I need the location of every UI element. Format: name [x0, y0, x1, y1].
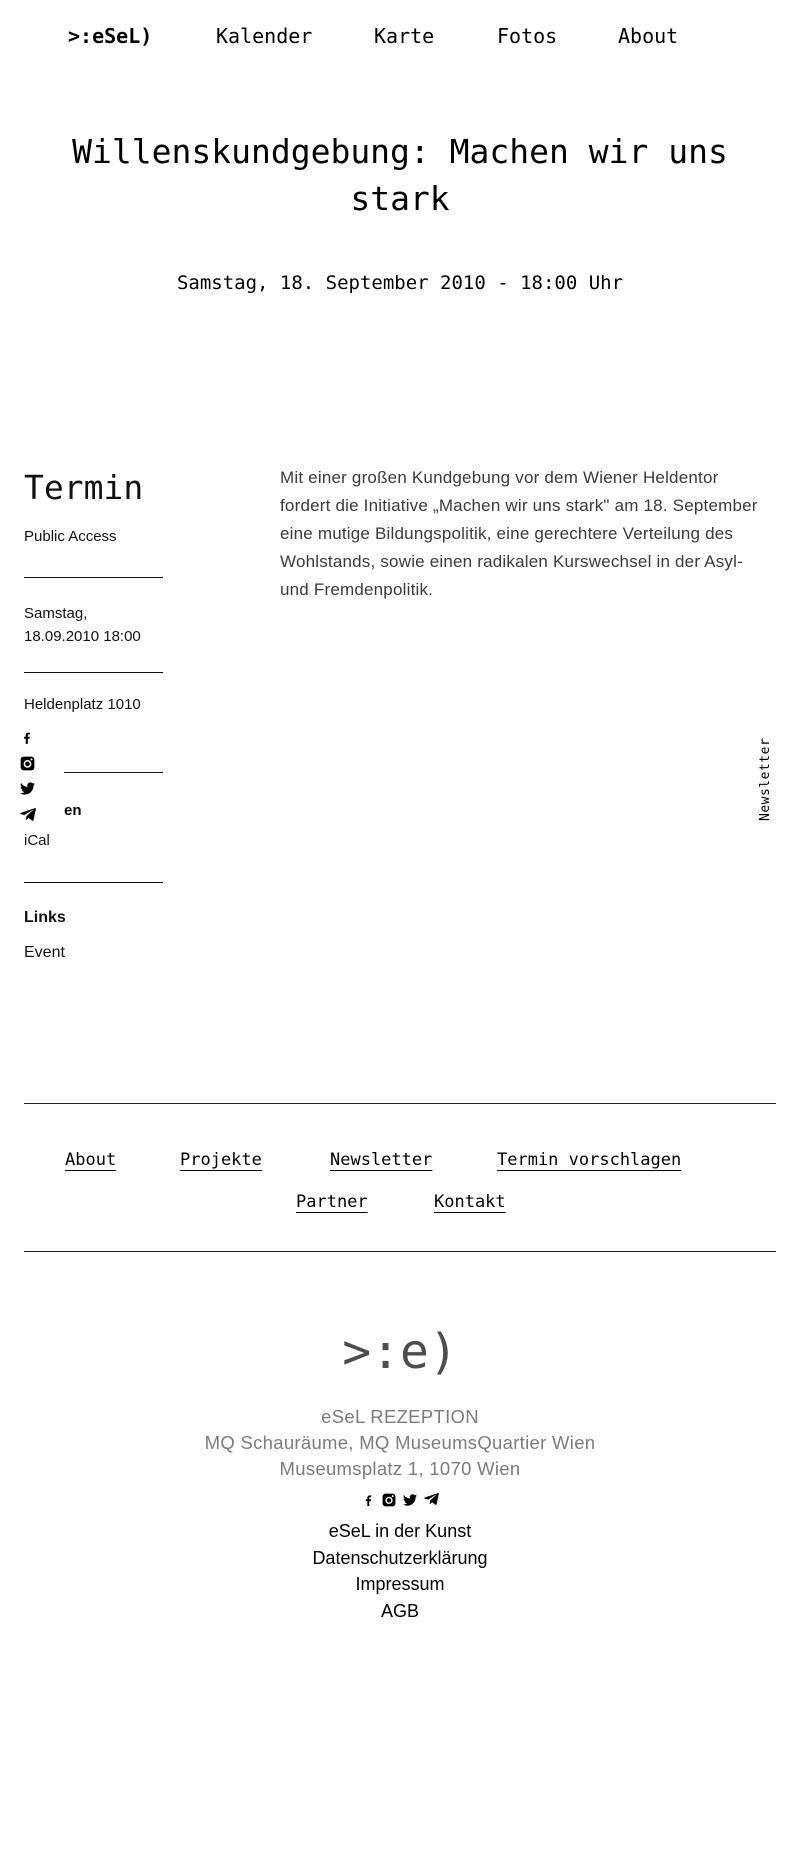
- nav-item-fotos[interactable]: Fotos: [497, 24, 558, 48]
- sidebar-event-link[interactable]: Event: [24, 944, 65, 961]
- sidebar-links-heading: Links: [24, 909, 66, 926]
- facebook-icon[interactable]: [20, 730, 34, 745]
- footer-nav-kontakt[interactable]: Kontakt: [434, 1192, 506, 1212]
- footer-nav-newsletter[interactable]: Newsletter: [330, 1150, 433, 1170]
- instagram-icon[interactable]: [20, 756, 35, 771]
- location-link[interactable]: Heldenplatz 1010: [24, 696, 141, 713]
- footer-nav-termin-vorschlagen[interactable]: Termin vorschlagen: [497, 1150, 682, 1170]
- sidebar-divider: [24, 577, 163, 578]
- nav-item-about[interactable]: About: [618, 24, 679, 48]
- telegram-icon[interactable]: [20, 808, 36, 823]
- sidebar-date-day: Samstag,: [24, 605, 88, 622]
- footer-logo: >:e): [342, 1324, 458, 1380]
- event-datetime: Samstag, 18. September 2010 - 18:00 Uhr: [176, 272, 624, 294]
- ical-link[interactable]: iCal: [24, 832, 50, 849]
- facebook-icon[interactable]: [362, 1493, 375, 1507]
- footer-org-name: eSeL REZEPTION: [321, 1406, 479, 1427]
- footer-link-agb[interactable]: AGB: [380, 1600, 419, 1621]
- sidebar-divider: [24, 672, 163, 673]
- footer-address-line2: Museumsplatz 1, 1070 Wien: [279, 1458, 521, 1479]
- footer-nav-partner[interactable]: Partner: [296, 1192, 368, 1212]
- footer-links: [0, 1518, 800, 1624]
- footer-link-esel-in-der-kunst[interactable]: eSeL in der Kunst: [328, 1521, 472, 1541]
- language-switch-en[interactable]: en: [64, 802, 82, 819]
- footer-divider-top: [24, 1103, 776, 1104]
- telegram-icon[interactable]: [424, 1493, 439, 1507]
- footer-social-row: [0, 1493, 800, 1507]
- footer-info: [0, 1404, 800, 1482]
- sidebar-divider: [24, 882, 163, 883]
- page-title: Willenskundgebung: Machen wir uns stark: [72, 132, 728, 218]
- event-description: Mit einer großen Kundgebung vor dem Wiener Heldentor fordert die Initiative „Machen wir uns stark" am 18. September eine mutige Bildungspolitik, eine gerechtere Verteilung des Wohlstands, sowie einen radikalen Kurswechsel in der Asyl- und Fremdenpolitik.: [280, 468, 758, 599]
- footer-nav-about[interactable]: About: [65, 1150, 117, 1170]
- nav-item-kalender[interactable]: Kalender: [216, 24, 313, 48]
- sidebar-date-time: 18.09.2010 18:00: [24, 628, 141, 645]
- site-logo[interactable]: >:eSeL): [68, 24, 153, 48]
- footer-divider-bottom: [24, 1251, 776, 1252]
- category-link-public-access[interactable]: Public Access: [24, 528, 117, 545]
- sidebar-divider-short: [64, 772, 163, 773]
- newsletter-tab[interactable]: Newsletter: [758, 737, 773, 821]
- twitter-icon[interactable]: [403, 1493, 417, 1507]
- footer-nav-projekte[interactable]: Projekte: [180, 1150, 262, 1170]
- nav-item-karte[interactable]: Karte: [374, 24, 435, 48]
- twitter-icon[interactable]: [20, 782, 35, 797]
- sidebar-heading-termin: Termin: [24, 468, 144, 507]
- instagram-icon[interactable]: [382, 1493, 396, 1507]
- social-rail: [20, 730, 46, 823]
- footer-address-line1: MQ Schauräume, MQ MuseumsQuartier Wien: [204, 1432, 596, 1453]
- sidebar-datetime: [24, 602, 141, 648]
- footer-link-datenschutz[interactable]: Datenschutzerklärung: [312, 1547, 488, 1568]
- footer-link-impressum[interactable]: Impressum: [355, 1574, 445, 1594]
